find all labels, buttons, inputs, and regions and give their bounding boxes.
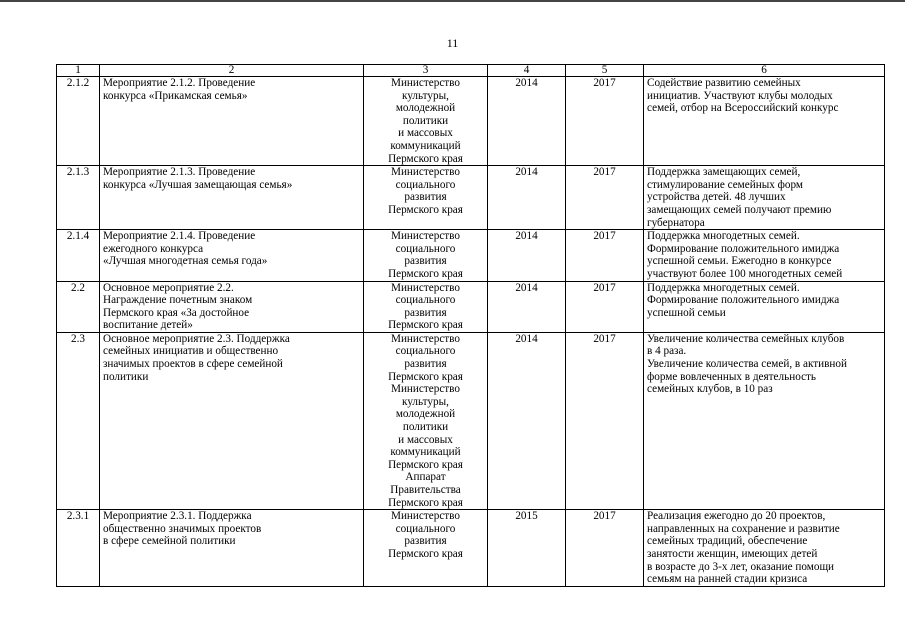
event-name: Мероприятие 2.1.2. Проведение конкурса «Прикамская семья» [100,77,364,166]
top-rule [0,0,905,2]
table-row [57,510,885,587]
event-name: Основное мероприятие 2.3. Поддержка семейных инициатив и общественно значимых проектов в сфере семейной политики [100,332,364,509]
start-year: 2014 [488,281,566,332]
column-header: 5 [566,65,644,77]
expected-result: Поддержка замещающих семей, стимулирование семейных форм устройства детей. 48 лучших замещающих семей получают премию губернатора [644,166,885,230]
executor: Министерство социального развития Пермского края [364,510,488,587]
table-row [57,281,885,332]
expected-result: Поддержка многодетных семей. Формирование положительного имиджа успешной семьи. Ежегодно в конкурсе участвуют более 100 многодетных семей [644,230,885,281]
expected-result: Содействие развитию семейных инициатив. Участвуют клубы молодых семей, отбор на Всероссийский конкурс [644,77,885,166]
table-row [57,77,885,166]
page-number: 11 [446,36,459,50]
table-row [57,230,885,281]
end-year: 2017 [566,77,644,166]
start-year: 2014 [488,230,566,281]
column-header: 6 [644,65,885,77]
executor: Министерство культуры, молодежной политики и массовых коммуникаций Пермского края [364,77,488,166]
column-header: 4 [488,65,566,77]
end-year: 2017 [566,332,644,509]
start-year: 2014 [488,332,566,509]
column-header: 3 [364,65,488,77]
event-name: Основное мероприятие 2.2. Награждение почетным знаком Пермского края «За достойное воспитание детей» [100,281,364,332]
row-number: 2.1.2 [57,77,100,166]
expected-result: Увеличение количества семейных клубов в 4 раза. Увеличение количества семей, в активной форме вовлеченных в деятельность семейных клубов, в 10 раз [644,332,885,509]
start-year: 2015 [488,510,566,587]
end-year: 2017 [566,281,644,332]
event-name: Мероприятие 2.1.4. Проведение ежегодного конкурса «Лучшая многодетная семья года» [100,230,364,281]
expected-result: Реализация ежегодно до 20 проектов, направленных на сохранение и развитие семейных традиций, обеспечение занятости женщин, имеющих детей в возрасте до 3-х лет, оказание помощи семьям на ранней стадии кризиса [644,510,885,587]
column-header: 2 [100,65,364,77]
end-year: 2017 [566,230,644,281]
row-number: 2.3 [57,332,100,509]
row-number: 2.3.1 [57,510,100,587]
table-row [57,332,885,509]
column-header: 1 [57,65,100,77]
event-name: Мероприятие 2.3.1. Поддержка общественно значимых проектов в сфере семейной политики [100,510,364,587]
row-number: 2.2 [57,281,100,332]
start-year: 2014 [488,77,566,166]
row-number: 2.1.4 [57,230,100,281]
end-year: 2017 [566,510,644,587]
event-name: Мероприятие 2.1.3. Проведение конкурса «Лучшая замещающая семья» [100,166,364,230]
expected-result: Поддержка многодетных семей. Формирование положительного имиджа успешной семьи [644,281,885,332]
end-year: 2017 [566,166,644,230]
executor: Министерство социального развития Пермского края [364,230,488,281]
program-table [56,64,885,587]
table-header-row [57,65,885,77]
row-number: 2.1.3 [57,166,100,230]
executor: Министерство социального развития Пермского края [364,166,488,230]
table-row [57,166,885,230]
start-year: 2014 [488,166,566,230]
executor: Министерство социального развития Пермского края [364,281,488,332]
executor: Министерство социального развития Пермского края Министерство культуры, молодежной политики и массовых коммуникаций Пермского края Аппарат Правительства Пермского края [364,332,488,509]
